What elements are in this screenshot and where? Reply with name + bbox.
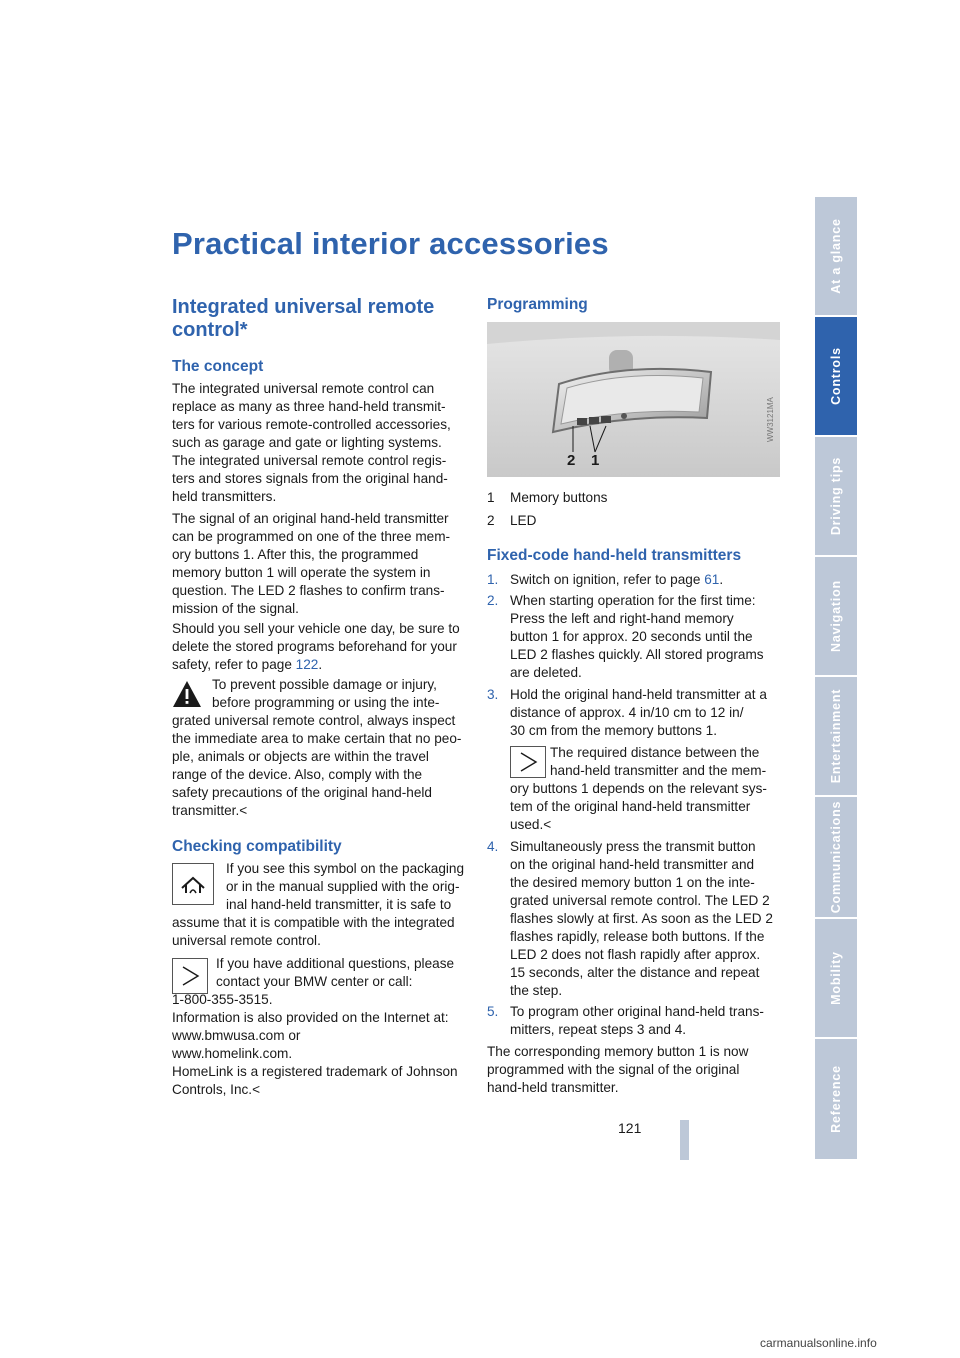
mirror-figure (487, 322, 780, 477)
programming-heading: Programming (487, 296, 588, 313)
step-4: 4. Simultaneously press the transmit button on the original hand-held transmitter and the desired memory button 1 on the inte- grated universal remote control. The LED 2 flashes slowly at first. As soon as the LED 2 flashes rapidly, release both buttons. If the LED 2 does not flash rapidly after approx. 15 seconds, alter the distance and repeat the step. (487, 839, 773, 998)
distance-note-text: ory buttons 1 depends on the relevant sys- tem of the original hand-held transmitter used.< (510, 781, 767, 832)
step-2: 2. When starting operation for the first time: Press the left and right-hand memory button 1 for approx. 20 seconds until the LED 2 flashes quickly. All stored programs are deleted. (487, 593, 764, 680)
step-3: 3. Hold the original hand-held transmitter at a distance of approx. 4 in/10 cm to 12 in/ 30 cm from the memory buttons 1. (487, 687, 767, 738)
note-intro: If you have additional questions, please contact your BMW center or call: (216, 956, 455, 989)
distance-note-intro: The required distance between the hand-held transmitter and the mem- (550, 745, 767, 778)
note-icon (510, 746, 546, 778)
page-number: 121 (618, 1120, 642, 1136)
compatibility-heading: Checking compatibility (172, 838, 342, 855)
warning-intro: To prevent possible damage or injury, before programming or using the inte- (212, 677, 440, 710)
concept-paragraph-2: The signal of an original hand-held transmitter can be programmed on one of the three mem- ory buttons 1. After this, the programmed memory button 1 will operate the system in question. The LED 2 flashes to confirm trans- mission of the signal. (172, 511, 451, 616)
sidebar-tab-at-a-glance[interactable]: At a glance (815, 197, 857, 317)
compatibility-intro: If you see this symbol on the packaging or in the manual supplied with the orig- inal hand-held transmitter, it is safe to (226, 861, 465, 912)
section-title: Integrated universal remote control* (172, 296, 435, 341)
page-number-bar (680, 1120, 689, 1160)
sidebar-tab-communications[interactable]: Communications (815, 797, 857, 919)
page-title: Practical interior accessories (172, 226, 609, 261)
concept-heading: The concept (172, 358, 264, 375)
figure-legend (487, 489, 782, 530)
homelink-house-icon (172, 863, 214, 905)
note-icon (172, 958, 208, 994)
step-1: 1. Switch on ignition, refer to page 61. (487, 572, 724, 587)
figure-code: WW3121MA (766, 397, 775, 442)
footer-watermark: carmanualsonline.info (760, 1336, 877, 1350)
page-link-61[interactable]: 61 (704, 572, 720, 587)
warning-icon (172, 680, 202, 710)
closing-paragraph: The corresponding memory button 1 is now programmed with the signal of the original hand-held transmitter. (487, 1044, 749, 1095)
concept-paragraph-1: The integrated universal remote control can replace as many as three hand-held transmit- ters for various remote-controlled accessories, such as garage and gate or lighting systems. The integrated universal remote control regis- ters and stores signals from the original hand- held transmitters. (172, 381, 451, 504)
sidebar-tab-driving-tips[interactable]: Driving tips (815, 437, 857, 557)
warning-text: grated universal remote control, always inspect the immediate area to make certain that no peo- ple, animals or objects are within the travel range of the device. Also, comply with the safety precautions of the original hand-held transmitter.< (172, 713, 462, 818)
legend-item: 1 Memory buttons (487, 490, 608, 505)
step-5: 5. To program other original hand-held trans- mitters, repeat steps 3 and 4. (487, 1004, 764, 1037)
sidebar-tab-controls[interactable]: Controls (815, 317, 857, 437)
note-text: 1-800-355-3515. Information is also provided on the Internet at: www.bmwusa.com or www.homelink.com. HomeLink is a registered trademark of Johnson Controls, Inc.< (172, 992, 458, 1097)
sidebar-tab-entertainment[interactable]: Entertainment (815, 677, 857, 797)
fixed-code-heading: Fixed-code hand-held transmitters (487, 547, 742, 564)
figure-label-2: 2 (567, 452, 576, 469)
sidebar-tab-navigation[interactable]: Navigation (815, 557, 857, 677)
compatibility-text: assume that it is compatible with the integrated universal remote control. (172, 915, 455, 948)
page-link-122[interactable]: 122 (295, 657, 319, 672)
sidebar-tab-reference[interactable]: Reference (829, 1065, 843, 1133)
sidebar-tab-mobility[interactable]: Mobility (815, 919, 857, 1039)
legend-item: 2 LED (487, 513, 537, 528)
figure-label-1: 1 (591, 452, 600, 469)
concept-paragraph-3: Should you sell your vehicle one day, be sure to delete the stored programs beforehand for your safety, refer to page 122. (172, 621, 460, 672)
chapter-sidebar (815, 197, 857, 1159)
